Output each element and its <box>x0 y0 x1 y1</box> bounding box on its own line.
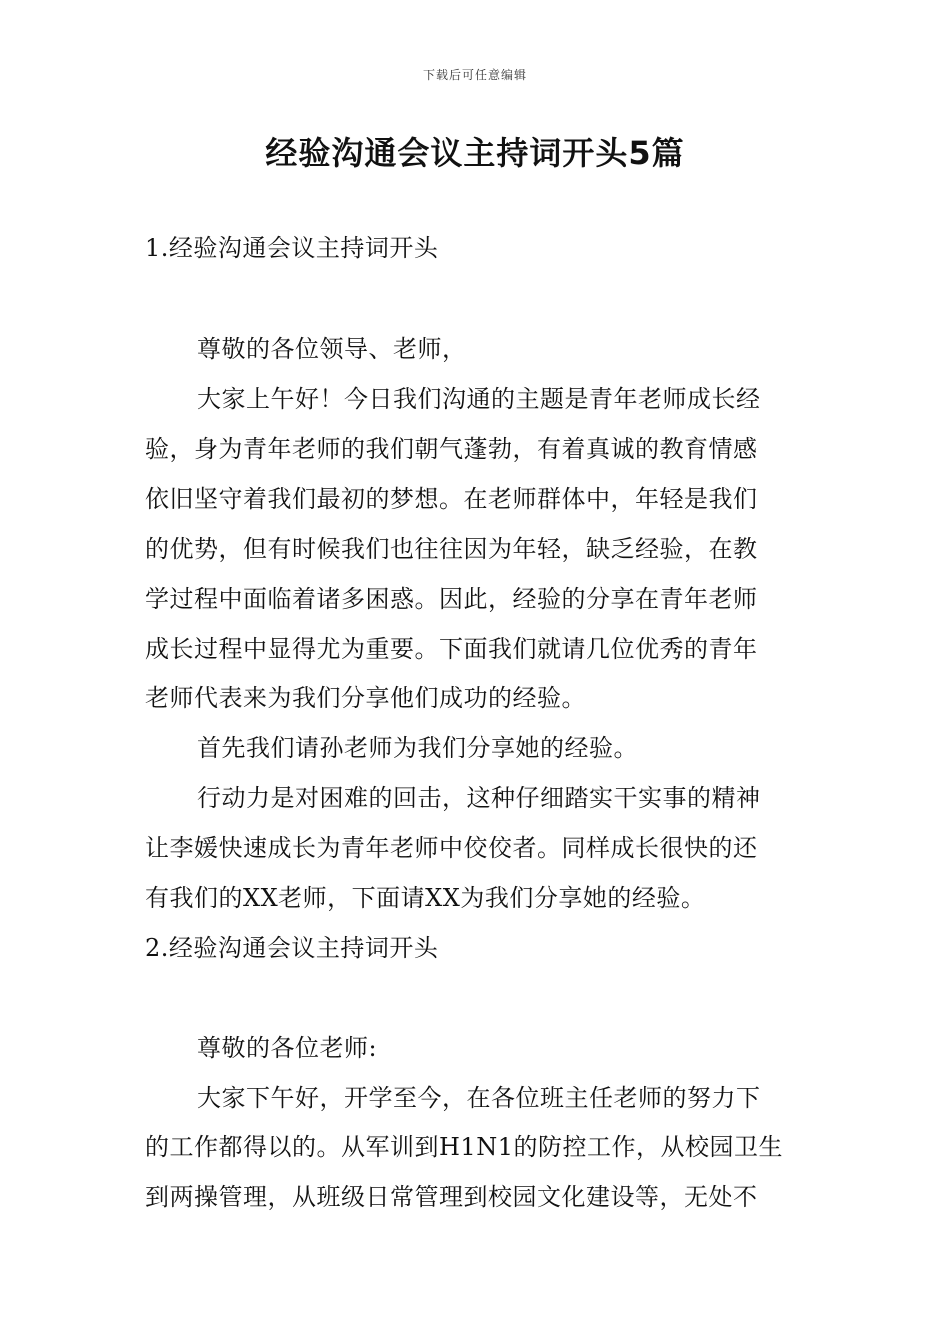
paragraph-line: 依旧坚守着我们最初的梦想。在老师群体中，年轻是我们 <box>145 485 758 513</box>
paragraph-line: 有我们的XX老师，下面请XX为我们分享她的经验。 <box>145 884 706 912</box>
paragraph-line: 行动力是对困难的回击，这种仔细踏实干实事的精神 <box>197 784 761 812</box>
greeting-2: 尊敬的各位老师: <box>197 1034 378 1062</box>
paragraph-line: 成长过程中显得尤为重要。下面我们就请几位优秀的青年 <box>145 635 758 663</box>
paragraph-line: 的工作都得以的。从军训到H1N1的防控工作，从校园卫生 <box>145 1133 783 1161</box>
section-heading-2: 2.经验沟通会议主持词开头 <box>145 934 439 962</box>
section-heading-1: 1.经验沟通会议主持词开头 <box>145 234 439 262</box>
paragraph-line: 大家下午好，开学至今，在各位班主任老师的努力下 <box>197 1084 761 1112</box>
document-title: 经验沟通会议主持词开头5篇 <box>265 134 685 172</box>
paragraph-line: 到两操管理，从班级日常管理到校园文化建设等，无处不 <box>145 1183 758 1211</box>
paragraph-line: 大家上午好！今日我们沟通的主题是青年老师成长经 <box>197 385 761 413</box>
paragraph-line: 验，身为青年老师的我们朝气蓬勃，有着真诚的教育情感 <box>145 435 758 463</box>
paragraph-line: 的优势，但有时候我们也往往因为年轻，缺乏经验，在教 <box>145 535 758 563</box>
paragraph-line: 老师代表来为我们分享他们成功的经验。 <box>145 684 586 712</box>
paragraph-line: 让李媛快速成长为青年老师中佼佼者。同样成长很快的还 <box>145 834 758 862</box>
header-note: 下载后可任意编辑 <box>422 68 527 82</box>
paragraph-line: 学过程中面临着诸多困惑。因此，经验的分享在青年老师 <box>145 585 758 613</box>
paragraph-line: 首先我们请孙老师为我们分享她的经验。 <box>197 734 638 762</box>
greeting-1: 尊敬的各位领导、老师， <box>197 335 467 363</box>
